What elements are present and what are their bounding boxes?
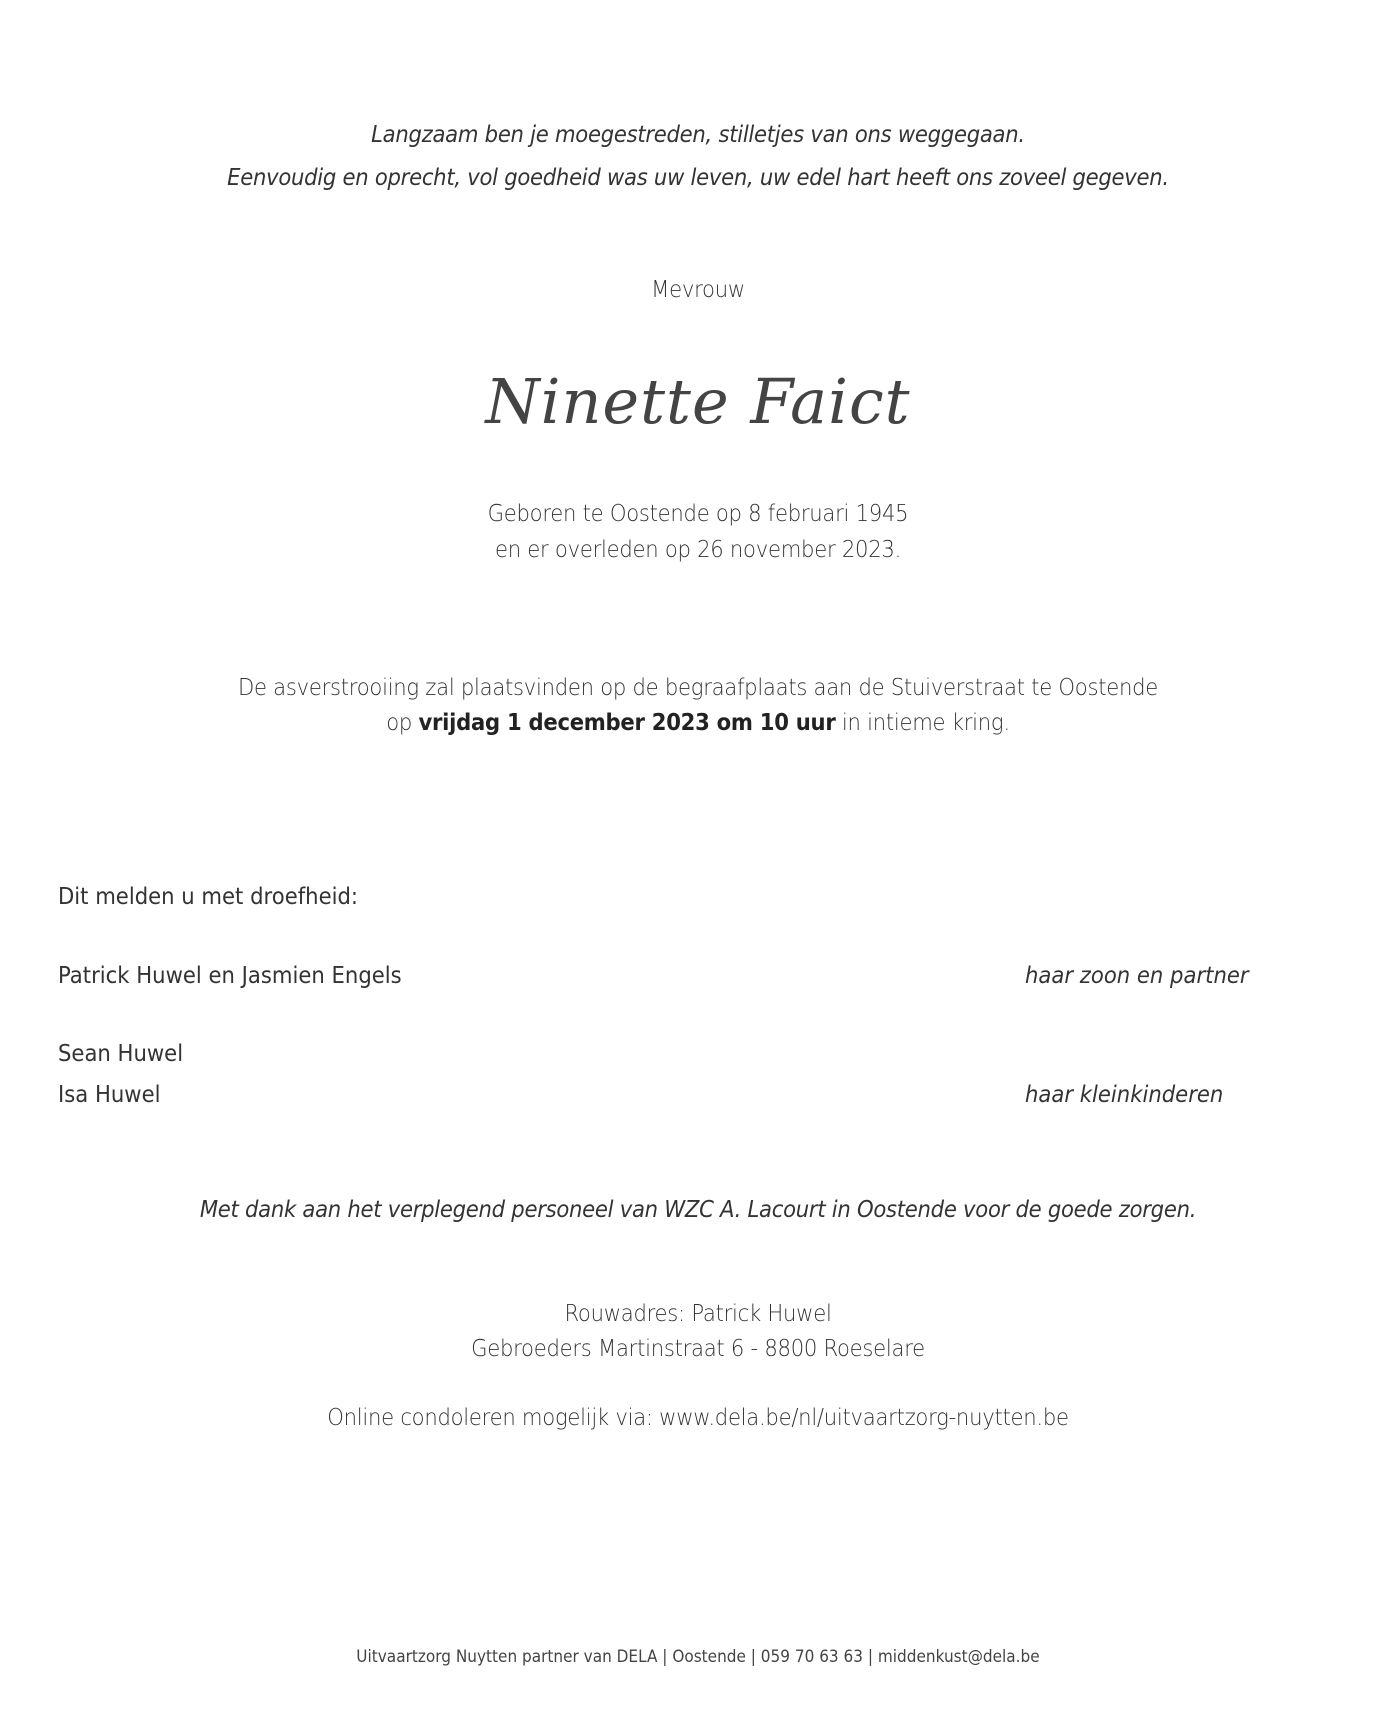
- deceased-name: Ninette Faict: [485, 365, 911, 438]
- family-name: Sean Huwel: [58, 1041, 184, 1067]
- address-line-1: Rouwadres: Patrick Huwel: [564, 1301, 832, 1327]
- birth-line: Geboren te Oostende op 8 februari 1945: [487, 501, 909, 527]
- footer: Uitvaartzorg Nuytten partner van DELA | Oostende | 059 70 63 63 | middenkust@dela.be: [356, 1647, 1040, 1667]
- family-name: Isa Huwel: [58, 1082, 161, 1108]
- ceremony-prefix: op: [386, 710, 419, 736]
- ceremony-line-2: [56, 710, 1340, 736]
- honorific: Mevrouw: [651, 277, 745, 303]
- family-name: Patrick Huwel en Jasmien Engels: [58, 963, 402, 989]
- online-condolence: Online condoleren mogelijk via: www.dela.be/nl/uitvaartzorg-nuytten.be: [327, 1405, 1069, 1431]
- thanks-note: Met dank aan het verplegend personeel van WZC A. Lacourt in Oostende voor de goede zorgen.: [199, 1197, 1197, 1223]
- ceremony-datetime: vrijdag 1 december 2023 om 10 uur: [418, 710, 836, 736]
- announcement-intro: Dit melden u met droefheid:: [58, 884, 359, 910]
- ceremony-suffix: in intieme kring.: [835, 710, 1010, 736]
- verse-line-1: Langzaam ben je moegestreden, stilletjes van ons weggegaan.: [371, 122, 1025, 148]
- address-line-2: Gebroeders Martinstraat 6 - 8800 Roeselare: [471, 1336, 925, 1362]
- ceremony-line-1: De asverstrooiing zal plaatsvinden op de begraafplaats aan de Stuiverstraat te Oostende: [237, 675, 1159, 701]
- family-relation: haar kleinkinderen: [1025, 1082, 1224, 1108]
- verse-line-2: Eenvoudig en oprecht, vol goedheid was uw leven, uw edel hart heeft ons zoveel gegeven.: [227, 165, 1169, 191]
- death-line: en er overleden op 26 november 2023.: [494, 537, 902, 563]
- family-relation: haar zoon en partner: [1025, 963, 1249, 989]
